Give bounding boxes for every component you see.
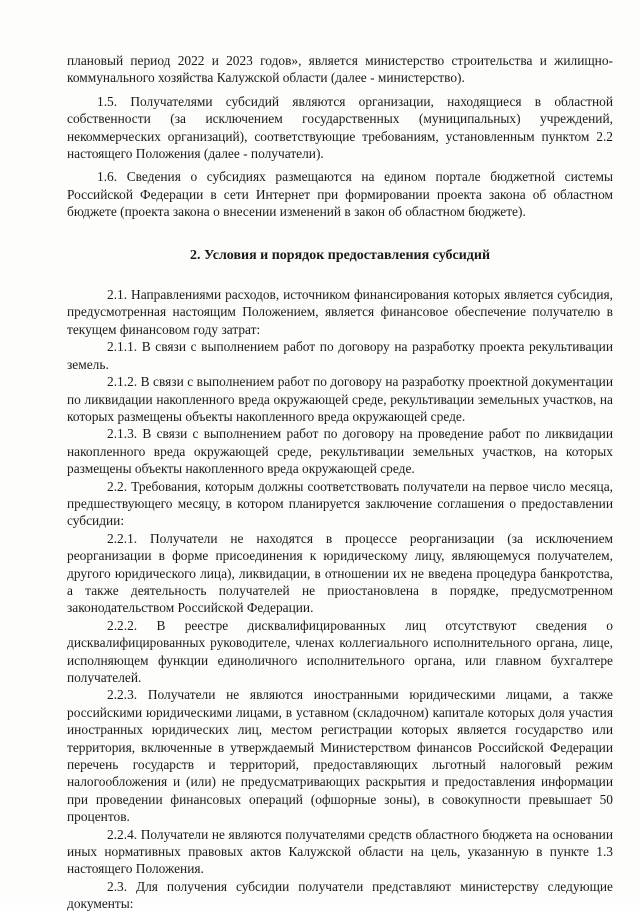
document-body <box>67 52 613 913</box>
paragraph-2-3: 2.3. Для получения субсидии получатели представляют министерству следующие документы: <box>67 878 613 912</box>
paragraph-2-2-3: 2.2.3. Получатели не являются иностранными юридическими лицами, а также российскими юридическими лицами, в уставном (складочном) капитале которых доля участия иностранных юридических лиц, местом регистрации которых является государство или территория, включенные в утверждаемый Министерством финансов Российской Федерации перечень государств и территорий, предоставляющих льготный налоговый режим налогообложения и (или) не предусматривающих раскрытия и предоставления информации при проведении финансовых операций (офшорные зоны), в совокупности превышает 50 процентов. <box>67 687 613 825</box>
paragraph-continuation: плановый период 2022 и 2023 годов», является министерство строительства и жилищно-коммунального хозяйства Калужской области (далее - министерство). <box>67 53 613 86</box>
paragraph-2-1-1: 2.1.1. В связи с выполнением работ по договору на разработку проекта рекультивации земель. <box>67 339 613 372</box>
paragraph-2-2: 2.2. Требования, которым должны соответствовать получатели на первое число месяца, предшествующего месяцу, в котором планируется заключение соглашения о предоставлении субсидии: <box>67 478 613 529</box>
paragraph-2-1-2: 2.1.2. В связи с выполнением работ по договору на разработку проектной документации по ликвидации накопленного вреда окружающей среде, рекультивации земельных участков, на которых размещены объекты накопленного вреда окружающей среде. <box>67 374 613 424</box>
paragraph-2-2-2: 2.2.2. В реестре дисквалифицированных лиц отсутствуют сведения о дисквалифицированных руководителе, членах коллегиального исполнительного органа, лице, исполняющем функции единоличного исполнительного органа, или главном бухгалтере получателей. <box>67 617 613 685</box>
paragraph-2-1: 2.1. Направлениями расходов, источником финансирования которых является субсидия, предусмотренная настоящим Положением, является финансовое обеспечение получателю в текущем финансовом году затрат: <box>67 287 613 337</box>
paragraph-2-2-1: 2.2.1. Получатели не находятся в процессе реорганизации (за исключением реорганизации в форме присоединения к юридическому лицу, являющемуся получателем, другого юридического лица), ликвидации, в отношении их не введена процедура банкротства, а также деятельность получателей не приостановлена в порядке, предусмотренном законодательством Российской Федерации. <box>67 530 613 616</box>
section-heading: 2. Условия и порядок предоставления субсидий <box>189 247 491 263</box>
paragraph-1-5: 1.5. Получателями субсидий являются организации, находящиеся в областной собственности (за исключением государственных (муниципальных) учреждений, некоммерческих организаций), соответствующие требованиям, установленным пунктом 2.2 настоящего Положения (далее - получатели). <box>67 93 613 162</box>
paragraph-2-1-3: 2.1.3. В связи с выполнением работ по договору на проведение работ по ликвидации накопленного вреда окружающей среде, рекультивации земельных участков, на которых размещены объекты накопленного вреда окружающей среде. <box>67 426 613 477</box>
paragraph-2-2-4: 2.2.4. Получатели не являются получателями средств областного бюджета на основании иных нормативных правовых актов Калужской области на цель, указанную в пункте 1.3 настоящего Положения. <box>67 826 613 877</box>
paragraph-1-6: 1.6. Сведения о субсидиях размещаются на едином портале бюджетной системы Российской Федерации в сети Интернет при формировании проекта закона об областном бюджете (проекта закона о внесении изменений в закон об областном бюджете). <box>67 169 613 220</box>
